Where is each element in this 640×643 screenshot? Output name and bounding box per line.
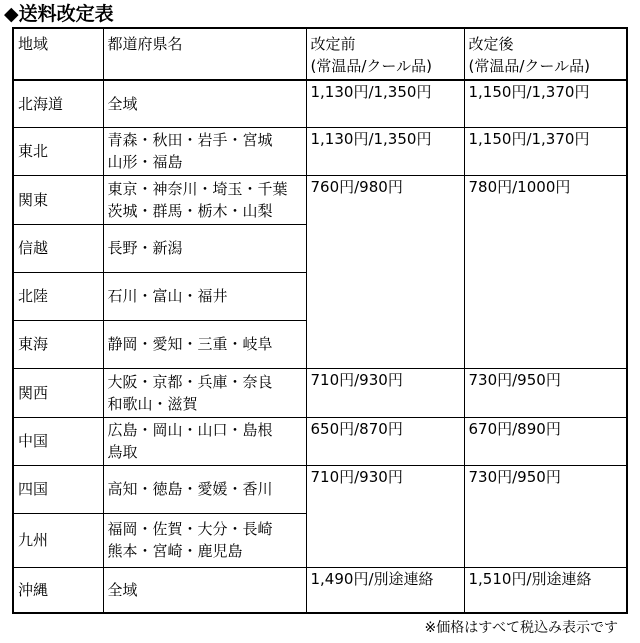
prefecture-cell: 静岡・愛知・三重・岐阜 (103, 320, 306, 368)
prefecture-cell: 全域 (103, 80, 306, 127)
prefecture-line: 茨城・群馬・栃木・山梨 (107, 201, 273, 220)
header-region: 地域 (13, 28, 103, 80)
prefecture-line: 熊本・宮崎・鹿児島 (107, 542, 243, 560)
header-after-sub: (常温品/クール品) (468, 57, 590, 75)
price-before-cell: 1,490円/別途連絡 (306, 567, 464, 613)
region-cell: 関西 (13, 368, 103, 417)
table-row (13, 465, 627, 513)
region-cell: 沖縄 (13, 567, 103, 613)
prefecture-cell (103, 127, 306, 175)
region-cell: 北陸 (13, 272, 103, 320)
header-after-title: 改定後 (468, 35, 514, 53)
price-before-cell: 650円/870円 (306, 417, 464, 465)
header-after (464, 28, 627, 80)
prefecture-cell (103, 513, 306, 567)
region-cell: 信越 (13, 224, 103, 272)
prefecture-cell: 高知・徳島・愛媛・香川 (103, 465, 306, 513)
prefecture-line: 和歌山・滋賀 (107, 394, 198, 413)
price-before-cell: 710円/930円 (306, 368, 464, 417)
price-after-cell: 670円/890円 (464, 417, 627, 465)
price-before-cell: 1,130円/1,350円 (306, 127, 464, 175)
prefecture-cell: 長野・新潟 (103, 224, 306, 272)
prefecture-line: 大阪・京都・兵庫・奈良 (107, 372, 273, 391)
region-cell: 北海道 (13, 80, 103, 127)
region-cell: 九州 (13, 513, 103, 567)
table-title: ◆送料改定表 (4, 3, 114, 25)
header-prefectures: 都道府県名 (103, 28, 306, 80)
shipping-rate-table (12, 27, 628, 614)
table-row (13, 417, 627, 465)
region-cell: 東北 (13, 127, 103, 175)
price-after-cell: 1,510円/別途連絡 (464, 567, 627, 613)
table-row (13, 567, 627, 613)
table-row (13, 368, 627, 417)
prefecture-cell (103, 368, 306, 417)
tax-note: ※価格はすべて税込み表示です (424, 620, 618, 636)
region-cell: 東海 (13, 320, 103, 368)
prefecture-line: 東京・神奈川・埼玉・千葉 (107, 179, 288, 198)
price-after-cell: 780円/1000円 (464, 175, 627, 368)
prefecture-cell: 全域 (103, 567, 306, 613)
price-before-cell: 760円/980円 (306, 175, 464, 368)
price-before-cell: 710円/930円 (306, 465, 464, 567)
prefecture-cell: 石川・富山・福井 (103, 272, 306, 320)
header-before (306, 28, 464, 80)
table-row (13, 80, 627, 127)
prefecture-line: 鳥取 (107, 443, 138, 461)
header-before-title: 改定前 (310, 35, 356, 53)
prefecture-line: 青森・秋田・岩手・宮城 (107, 131, 273, 149)
prefecture-line: 広島・岡山・山口・島根 (107, 421, 273, 439)
prefecture-cell (103, 175, 306, 224)
table-row (13, 127, 627, 175)
price-after-cell: 730円/950円 (464, 368, 627, 417)
price-before-cell: 1,130円/1,350円 (306, 80, 464, 127)
price-after-cell: 730円/950円 (464, 465, 627, 567)
price-after-cell: 1,150円/1,370円 (464, 127, 627, 175)
region-cell: 関東 (13, 175, 103, 224)
price-after-cell: 1,150円/1,370円 (464, 80, 627, 127)
prefecture-line: 福岡・佐賀・大分・長崎 (107, 520, 273, 538)
table-row (13, 175, 627, 224)
prefecture-line: 山形・福島 (107, 153, 183, 171)
region-cell: 中国 (13, 417, 103, 465)
region-cell: 四国 (13, 465, 103, 513)
header-before-sub: (常温品/クール品) (310, 57, 432, 75)
prefecture-cell (103, 417, 306, 465)
table-header-row (13, 28, 627, 80)
